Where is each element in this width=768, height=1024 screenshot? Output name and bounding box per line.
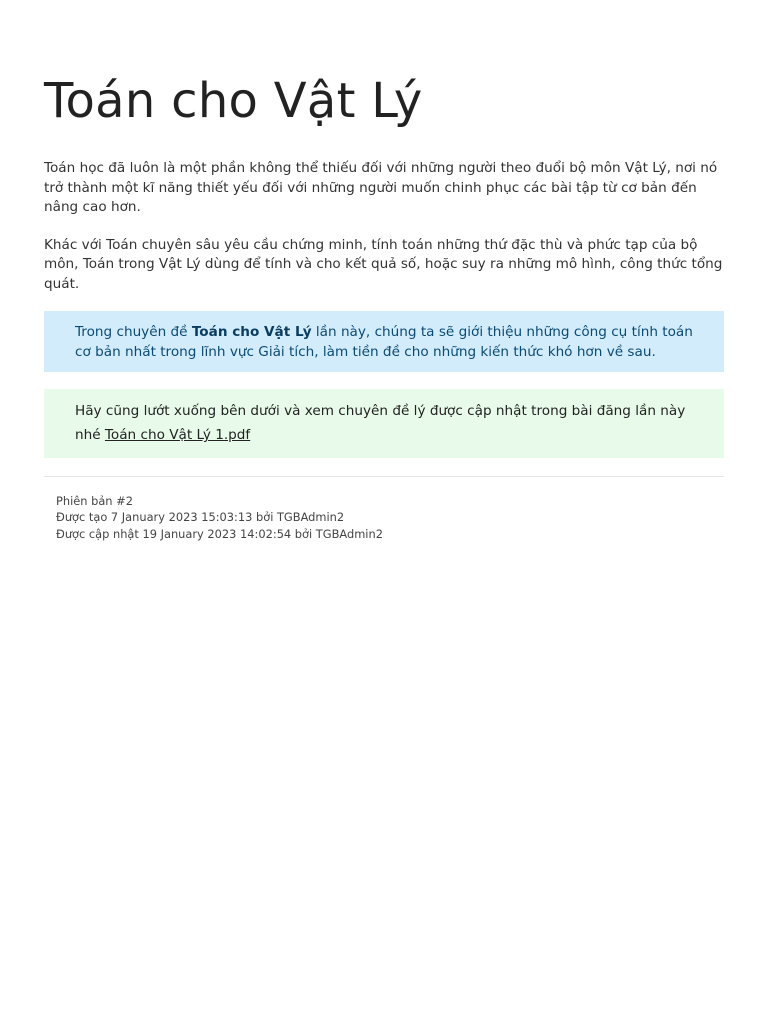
- updated-info: Được cập nhật 19 January 2023 14:02:54 bởi TGBAdmin2: [56, 526, 383, 541]
- intro-paragraph: Toán học đã luôn là một phần không thể thiếu đối với những người theo đuổi bộ môn Vật Lý, nơi nó trở thành một kĩ năng thiết yếu đối với những người muốn chinh phục các bài tập từ cơ bản đến nâng cao hơn.: [44, 160, 718, 216]
- info-text-bold: Toán cho Vật Lý: [191, 323, 312, 340]
- version-label: Phiên bản #2: [56, 493, 133, 508]
- created-info: Được tạo 7 January 2023 15:03:13 bởi TGBAdmin2: [56, 510, 345, 525]
- comparison-paragraph: Khác với Toán chuyên sâu yêu cầu chứng minh, tính toán những thứ đặc thù và phức tạp của bộ môn, Toán trong Vật Lý dùng để tính và cho kết quả số, hoặc suy ra những mô hình, công thức tổng quát.: [44, 236, 723, 292]
- note-panel: [44, 389, 724, 458]
- note-text: Hãy cũng lướt xuống bên dưới và xem chuyên đề lý được cập nhật trong bài đăng lần này nhé: [75, 402, 686, 444]
- divider: [44, 476, 724, 477]
- info-text-before: Trong chuyên đề: [75, 323, 192, 340]
- pdf-attachment-link[interactable]: Toán cho Vật Lý 1.pdf: [104, 427, 251, 444]
- info-text-after: lần này, chúng ta sẽ giới thiệu những công cụ tính toán cơ bản nhất trong lĩnh vực Giải tích, làm tiền đề cho những kiến thức khó hơn về sau.: [75, 323, 693, 360]
- page-metadata: [44, 493, 724, 543]
- info-panel: [44, 311, 724, 372]
- page-title: Toán cho Vật Lý: [44, 73, 423, 129]
